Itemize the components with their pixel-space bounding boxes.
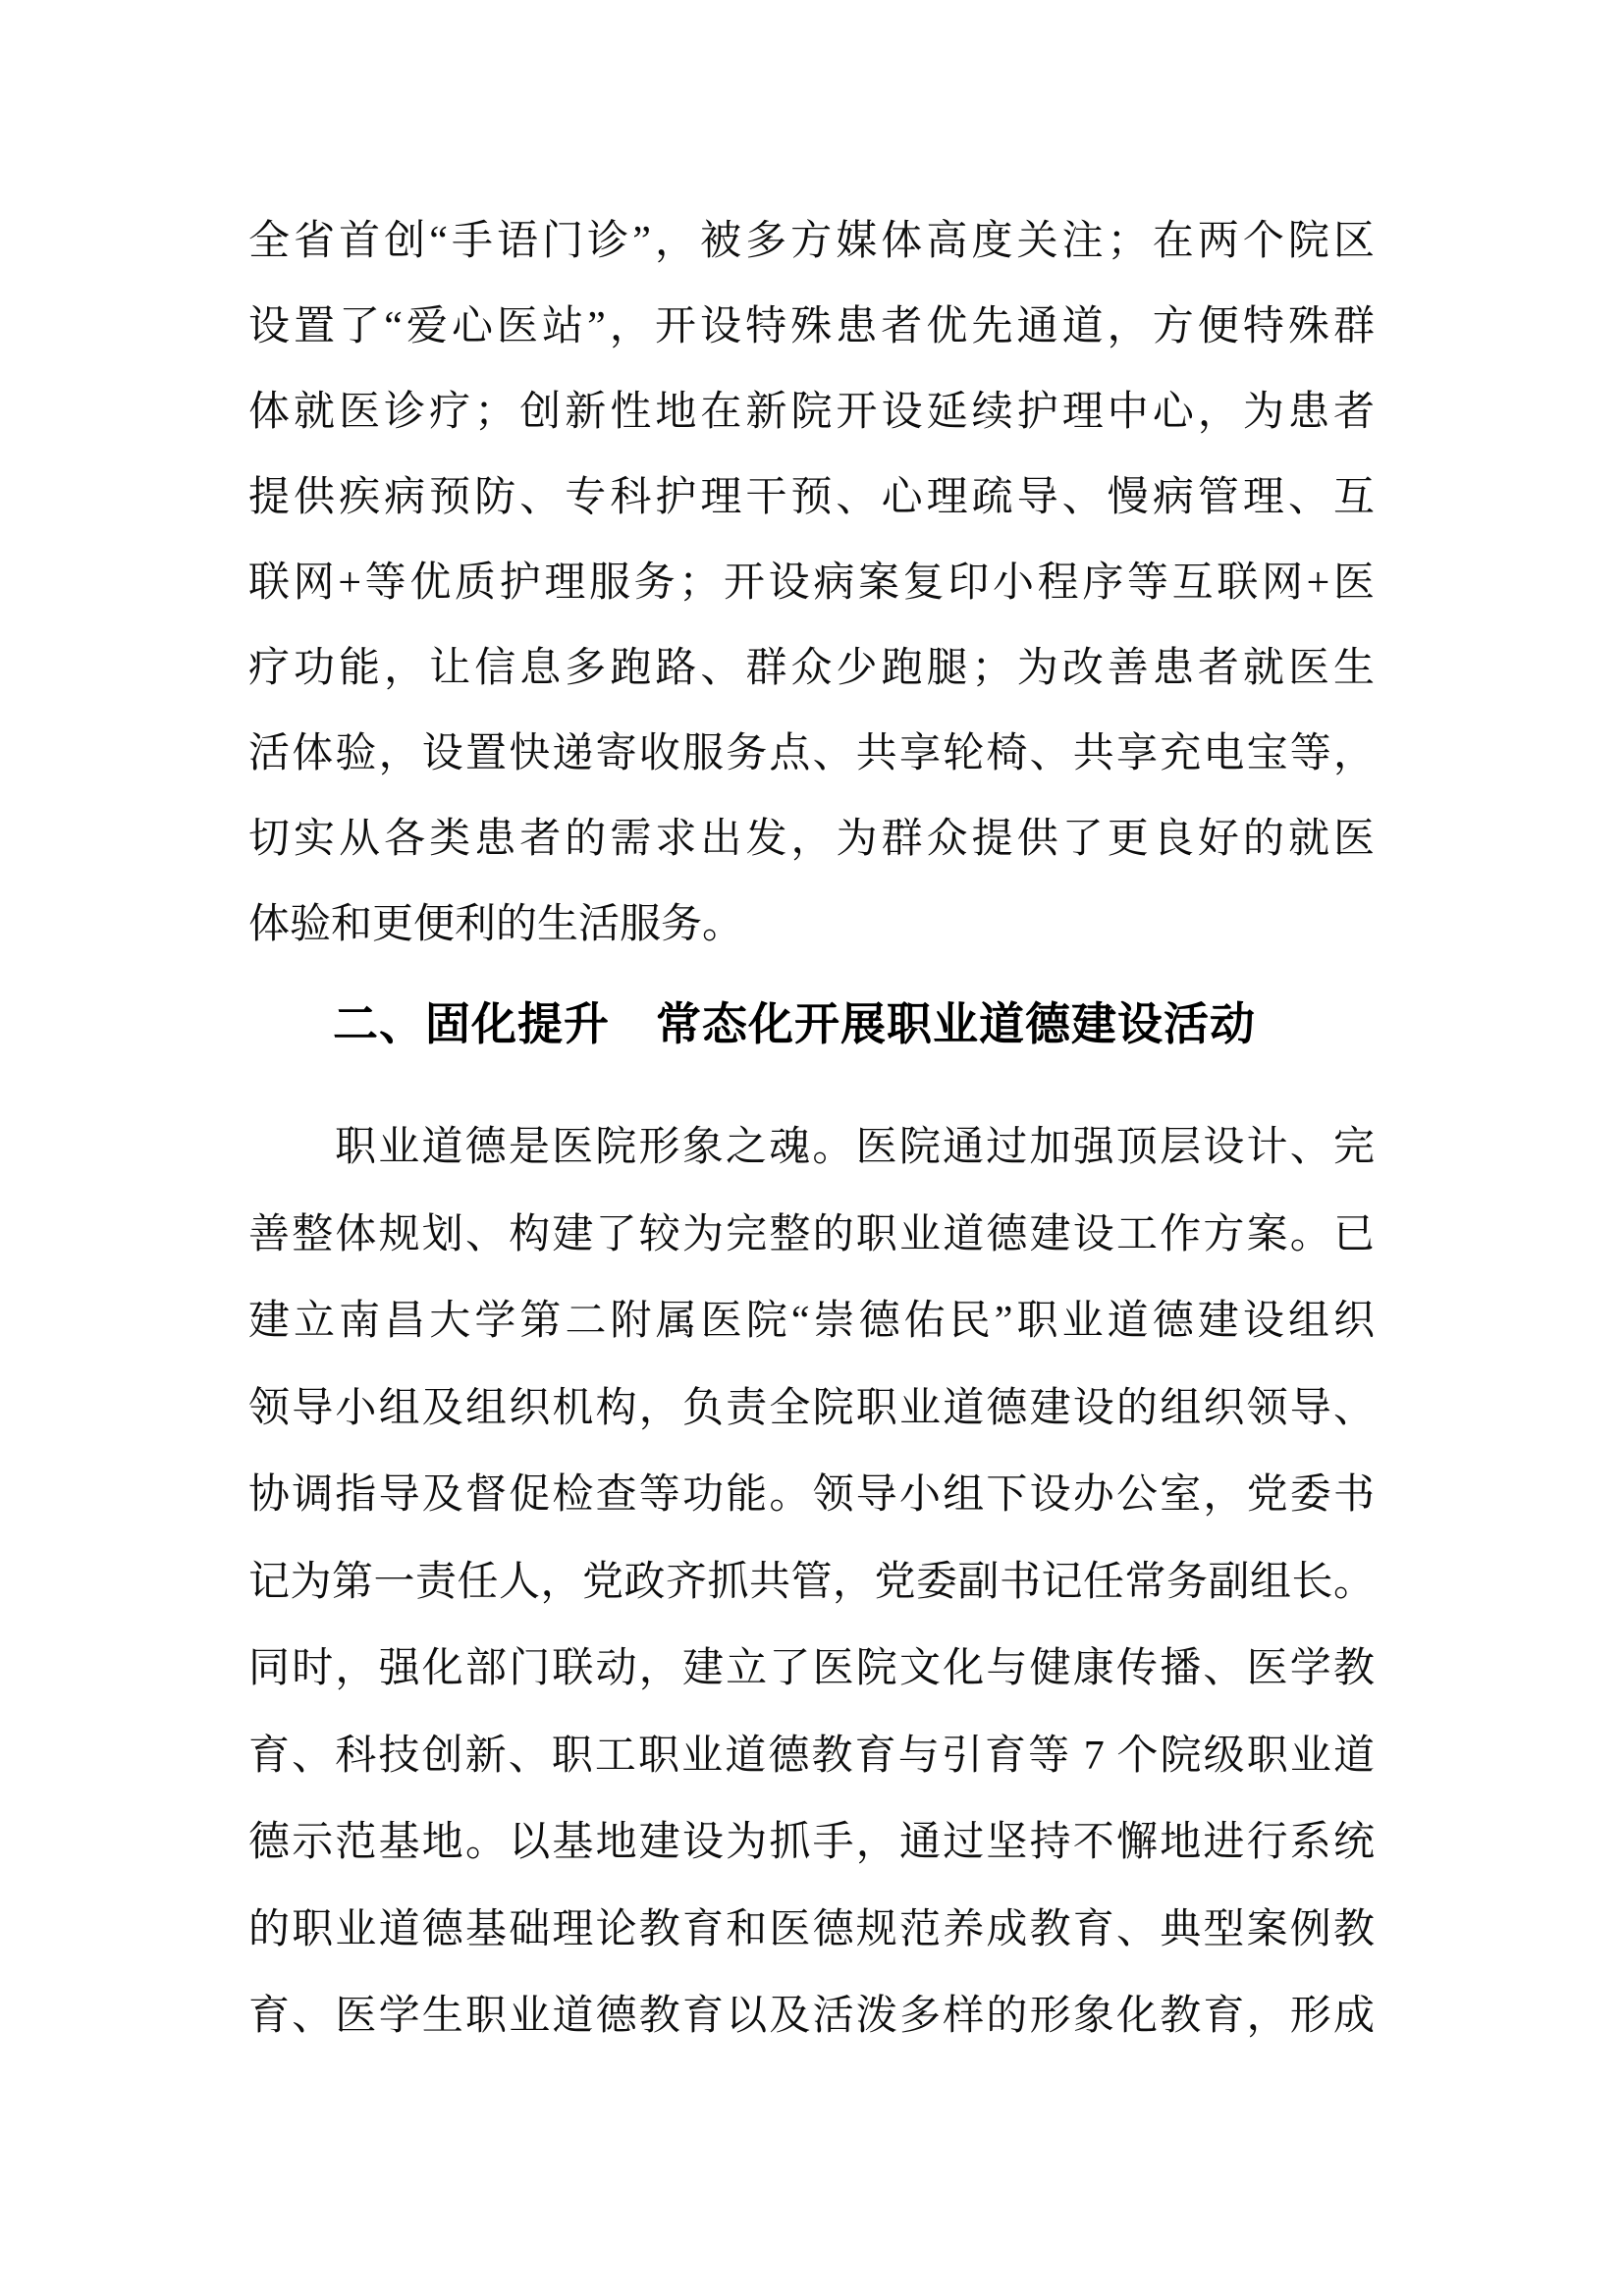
text-line: 切实从各类患者的需求出发，为群众提供了更良好的就医 [248, 817, 1375, 862]
text-line: 记为第一责任人，党政齐抓共管，党委副书记任常务副组长。 [248, 1559, 1375, 1605]
text-line: 的职业道德基础理论教育和医德规范养成教育、典型案例教 [248, 1906, 1375, 1952]
text-line: 善整体规划、构建了较为完整的职业道德建设工作方案。已 [248, 1211, 1375, 1257]
text-line: 体验和更便利的生活服务。 [248, 902, 744, 947]
text-line: 疗功能，让信息多跑路、群众少跑腿；为改善患者就医生 [248, 646, 1375, 691]
text-line: 协调指导及督促检查等功能。领导小组下设办公室，党委书 [248, 1472, 1375, 1518]
text-line: 领导小组及组织机构，负责全院职业道德建设的组织领导、 [248, 1385, 1375, 1431]
section-heading: 二、固化提升 常态化开展职业道德建设活动 [333, 998, 1256, 1049]
text-line: 提供疾病预防、专科护理干预、心理疏导、慢病管理、互 [248, 475, 1375, 520]
text-line: 活体验，设置快递寄收服务点、共享轮椅、共享充电宝等， [248, 731, 1375, 776]
text-line: 全省首创“手语门诊”，被多方媒体高度关注；在两个院区 [248, 219, 1375, 264]
text-line: 设置了“爱心医站”，开设特殊患者优先通道，方便特殊群 [248, 304, 1375, 349]
text-line: 体就医诊疗；创新性地在新院开设延续护理中心，为患者 [248, 390, 1375, 435]
text-line: 联网+等优质护理服务；开设病案复印小程序等互联网+医 [248, 561, 1375, 606]
paragraph-1 [248, 199, 1375, 968]
text-line: 育、科技创新、职工职业道德教育与引育等 7 个院级职业道 [248, 1733, 1375, 1779]
text-line: 育、医学生职业道德教育以及活泼多样的形象化教育，形成 [248, 1994, 1375, 2039]
text-line: 德示范基地。以基地建设为抓手，通过坚持不懈地进行系统 [248, 1820, 1375, 1865]
text-line: 同时，强化部门联动，建立了医院文化与健康传播、医学教 [248, 1646, 1375, 1691]
text-line: 职业道德是医院形象之魂。医院通过加强顶层设计、完 [335, 1125, 1375, 1170]
paragraph-2 [248, 1104, 1375, 2060]
text-line: 建立南昌大学第二附属医院“崇德佑民”职业道德建设组织 [248, 1299, 1375, 1344]
